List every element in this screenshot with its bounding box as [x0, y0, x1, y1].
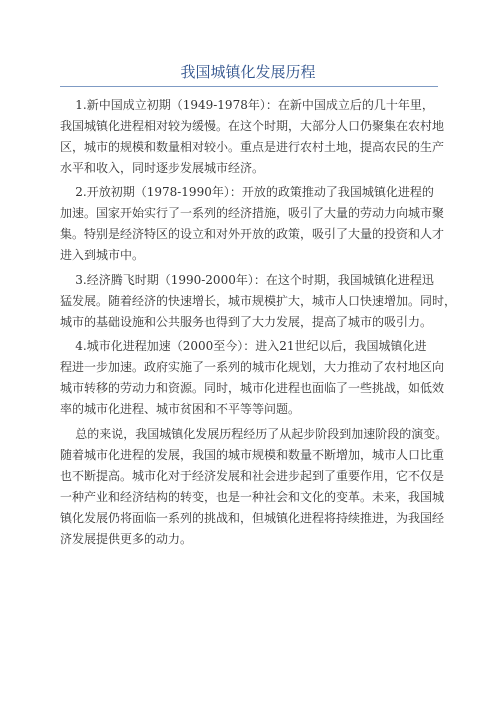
paragraph-line: 济发展提供更多的动力。 — [60, 532, 193, 546]
paragraph-line: 也不断提高。城市化对于经济发展和社会进步起到了重要作用，它不仅是 — [60, 469, 445, 483]
paragraph-line: 程进一步加速。政府实施了一系列的城市化规划，大力推动了农村地区向 — [60, 360, 445, 374]
paragraph-line: 水平和收入，同时逐步发展城市经济。 — [60, 161, 265, 175]
paragraph-line: 随着城市化进程的发展，我国的城市规模和数量不断增加，城市人口比重 — [60, 448, 445, 462]
paragraph-line: 城市的基础设施和公共服务也得到了大力发展，提高了城市的吸引力。 — [60, 315, 433, 329]
paragraph-line: 城市转移的劳动力和资源。同时，城市化进程也面临了一些挑战，如低效 — [60, 381, 445, 395]
paragraph-line: 率的城市化进程、城市贫困和不平等等问题。 — [60, 402, 301, 416]
paragraph-line: 一种产业和经济结构的转变，也是一种社会和文化的变革。未来，我国城 — [60, 490, 445, 504]
paragraph-4 — [60, 336, 444, 420]
paragraph-line: 加速。国家开始实行了一系列的经济措施，吸引了大量的劳动力向城市聚 — [60, 206, 445, 220]
paragraph-line: 我国城镇化进程相对较为缓慢。在这个时期，大部分人口仍聚集在农村地 — [60, 119, 445, 133]
paragraph-5 — [60, 424, 448, 550]
paragraph-line: 镇化发展仍将面临一系列的挑战和，但城镇化进程将持续推进，为我国经 — [60, 511, 445, 525]
paragraph-line: 2.开放初期（1978-1990年）：开放的政策推动了我国城镇化进程的 — [60, 185, 434, 199]
paragraph-3 — [60, 270, 457, 333]
paragraph-line: 1.新中国成立初期（1949-1978年）：在新中国成立后的几十年里， — [60, 98, 434, 112]
paragraph-line: 4.城市化进程加速（2000至今）：进入21世纪以后，我国城镇化进 — [60, 339, 427, 353]
paragraph-line: 3.经济腾飞时期（1990-2000年）：在这个时期，我国城镇化进程迅 — [60, 273, 434, 287]
paragraph-line: 进入到城市中。 — [60, 248, 145, 262]
paragraph-line: 猛发展。随着经济的快速增长，城市规模扩大，城市人口快速增加。同时， — [60, 294, 457, 308]
title-underline — [60, 86, 438, 87]
paragraph-line: 集。特别是经济特区的设立和对外开放的政策，吸引了大量的投资和人才 — [60, 227, 445, 241]
document-title: 我国城镇化发展历程 — [180, 63, 316, 81]
paragraph-line: 总的来说，我国城镇化发展历程经历了从起步阶段到加速阶段的演变。 — [60, 427, 448, 441]
paragraph-2 — [60, 182, 444, 266]
paragraph-1 — [60, 95, 444, 179]
paragraph-line: 区，城市的规模和数量相对较小。重点是进行农村土地，提高农民的生产 — [60, 140, 445, 154]
